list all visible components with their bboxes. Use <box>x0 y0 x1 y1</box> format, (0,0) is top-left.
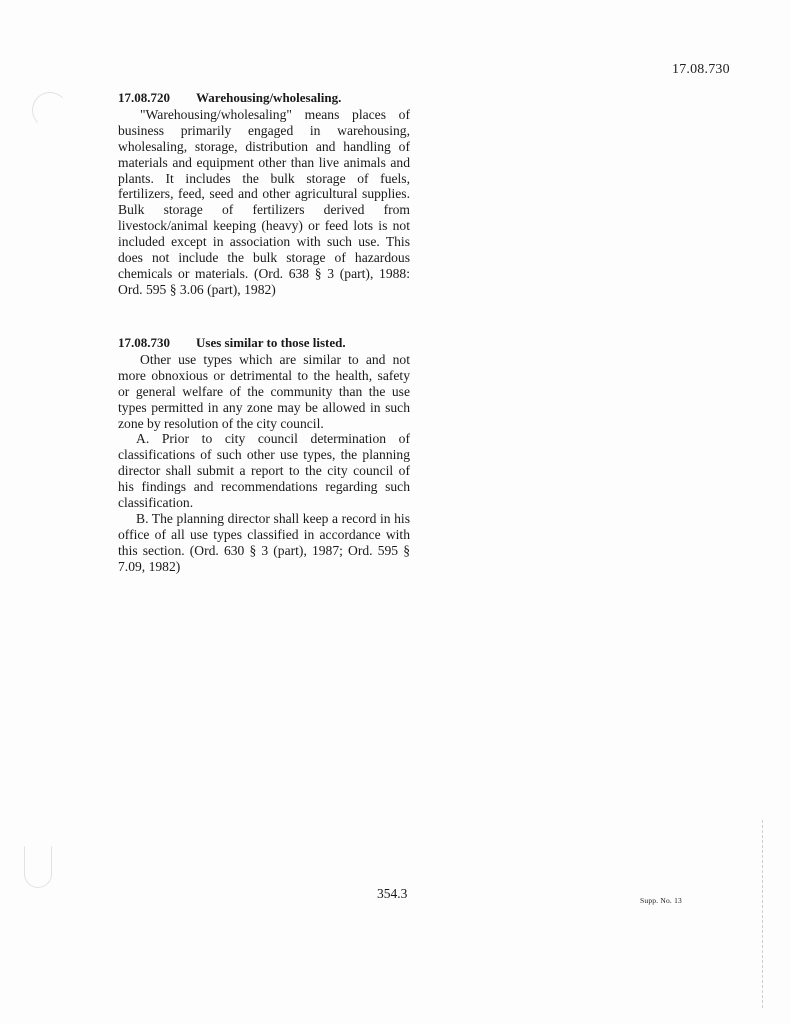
section-heading <box>118 90 410 106</box>
page-number: 354.3 <box>377 886 408 901</box>
scan-edge-line <box>762 820 763 1010</box>
hole-punch-mark <box>24 846 52 888</box>
section-17-08-730 <box>118 335 410 575</box>
section-heading <box>118 335 410 351</box>
section-title: Warehousing/wholesaling. <box>196 90 342 105</box>
section-paragraph: Other use types which are similar to and not more obnoxious or detrimental to the health, safety or general welfare of the community than the use types permitted in any zone may be allowed in such zone by resolution of the city council. <box>118 351 410 431</box>
subsection-b: B. The planning director shall keep a record in his office of all use types classified in accordance with this section. (Ord. 630 § 3 (part), 1987; Ord. 595 § 7.09, 1982) <box>118 510 410 574</box>
section-number: 17.08.720 <box>118 90 170 105</box>
running-head: 17.08.730 <box>672 62 730 77</box>
section-title: Uses similar to those listed. <box>196 335 346 350</box>
section-number: 17.08.730 <box>118 335 170 350</box>
supplement-label: Supp. No. 13 <box>640 896 682 905</box>
section-paragraph: "Warehousing/wholesaling" means places of business primarily engaged in warehousing, wholesaling, storage, distribution and handling of materials and equipment other than live animals and plants. It includes the bulk storage of fuels, fertilizers, feed, seed and other agricultural supplies. Bulk storage of fertilizers derived from livestock/animal keeping (heavy) or feed lots is not included except in association with such use. This does not include the bulk storage of hazardous chemicals or materials. (Ord. 638 § 3 (part), 1988: Ord. 595 § 3.06 (part), 1982) <box>118 106 410 297</box>
subsection-a: A. Prior to city council determination of classifications of such other use types, the planning director shall submit a report to the city council of his findings and recommendations regarding such classification. <box>118 431 410 511</box>
hole-punch-mark <box>32 92 68 128</box>
section-17-08-720 <box>118 90 410 298</box>
